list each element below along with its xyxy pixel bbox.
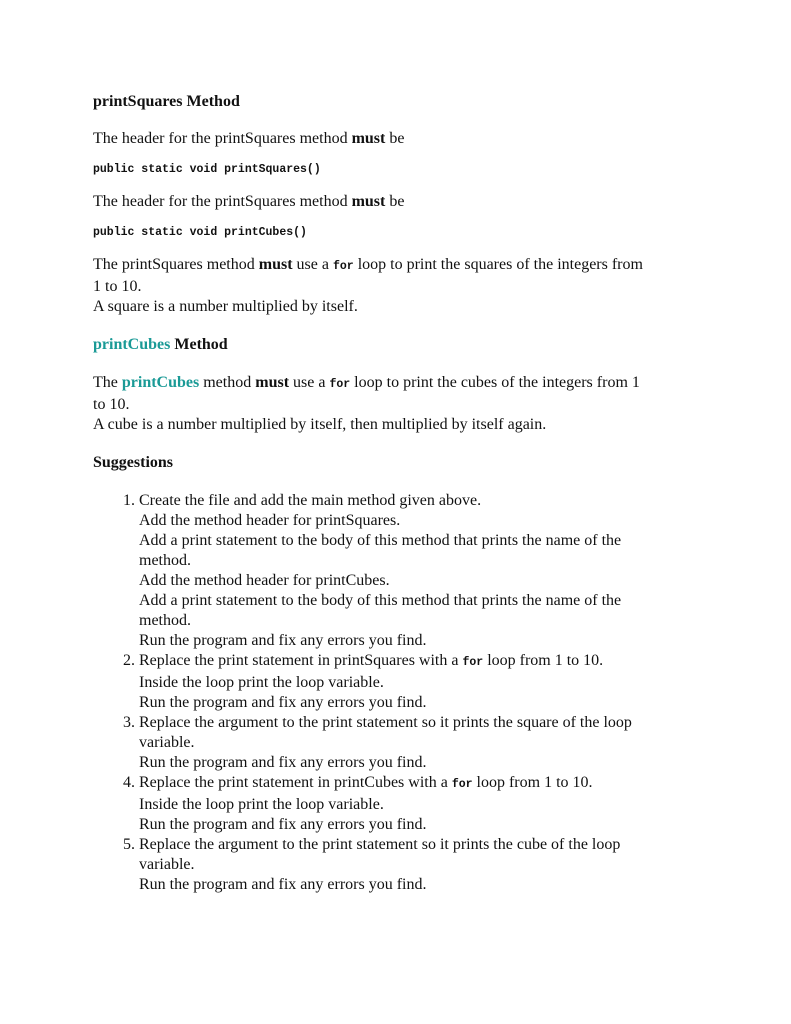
list-item (139, 713, 698, 773)
list-item (139, 491, 698, 651)
print-squares-heading: printSquares Method (93, 93, 240, 110)
text-line: method. (139, 612, 191, 629)
text-line (93, 373, 698, 395)
print-cubes-description (93, 373, 698, 435)
text-line: method. (139, 552, 191, 569)
list-item (139, 835, 698, 895)
list-item (139, 773, 698, 835)
text-line: variable. (139, 856, 195, 873)
text: Replace the print statement in printCubes with a (139, 774, 452, 791)
emphasis-must: must (255, 374, 290, 391)
suggestions-list (93, 491, 698, 895)
text: The (93, 374, 122, 391)
text-line (139, 651, 698, 673)
text-line: 1 to 10. (93, 278, 142, 295)
method-name: printCubes (121, 374, 200, 391)
emphasis-must: must (351, 130, 386, 147)
suggestions-heading: Suggestions (93, 454, 174, 471)
list-item (139, 651, 698, 713)
text-line (139, 773, 698, 795)
text-line: Run the program and fix any errors you find. (139, 694, 427, 711)
text: Replace the print statement in printSquares with a (139, 652, 463, 669)
text: be (385, 193, 405, 210)
text: loop to print the squares of the integers from (353, 256, 643, 273)
text: use a (289, 374, 330, 391)
text: The header for the printSquares method (93, 193, 352, 210)
print-squares-description (93, 255, 698, 317)
text: The printSquares method (93, 256, 259, 273)
text: method (199, 374, 256, 391)
print-cubes-heading (93, 335, 698, 355)
code-for: for (332, 260, 354, 273)
emphasis-must: must (351, 193, 386, 210)
text-line: Add the method header for printCubes. (139, 572, 390, 589)
code-for: for (462, 656, 484, 669)
text-line: Add a print statement to the body of this method that prints the name of the (139, 592, 622, 609)
text-line: Inside the loop print the loop variable. (139, 674, 384, 691)
text-line: variable. (139, 734, 195, 751)
text-line: A square is a number multiplied by itself. (93, 298, 358, 315)
text: loop from 1 to 10. (472, 774, 593, 791)
text-line: A cube is a number multiplied by itself, then multiplied by itself again. (93, 416, 547, 433)
text: The header for the printSquares method (93, 130, 352, 147)
document-page (93, 92, 698, 895)
header-paragraph-2 (93, 192, 698, 212)
code-print-cubes-header: public static void printCubes() (93, 226, 307, 239)
text-line: Run the program and fix any errors you find. (139, 632, 427, 649)
text-line: 1. Create the file and add the main method given above. (139, 492, 482, 509)
text-line: Run the program and fix any errors you find. (139, 754, 427, 771)
text-line: 3. Replace the argument to the print statement so it prints the square of the loop (139, 714, 632, 731)
text: use a (292, 256, 333, 273)
text-line (93, 255, 698, 277)
code-for: for (451, 778, 473, 791)
text-line: Add the method header for printSquares. (139, 512, 401, 529)
header-paragraph-1 (93, 129, 698, 149)
text-line: Run the program and fix any errors you find. (139, 816, 427, 833)
text-line: Run the program and fix any errors you find. (139, 876, 427, 893)
text: Method (170, 336, 228, 353)
emphasis-must: must (258, 256, 293, 273)
text-line: Add a print statement to the body of this method that prints the name of the (139, 532, 622, 549)
code-print-squares-header: public static void printSquares() (93, 163, 321, 176)
text-line: to 10. (93, 396, 130, 413)
text: loop to print the cubes of the integers from 1 (350, 374, 640, 391)
text: loop from 1 to 10. (483, 652, 604, 669)
text-line: Inside the loop print the loop variable. (139, 796, 384, 813)
method-name: printCubes (93, 336, 171, 353)
text: be (385, 130, 405, 147)
code-for: for (329, 378, 351, 391)
text-line: 5. Replace the argument to the print statement so it prints the cube of the loop (139, 836, 621, 853)
